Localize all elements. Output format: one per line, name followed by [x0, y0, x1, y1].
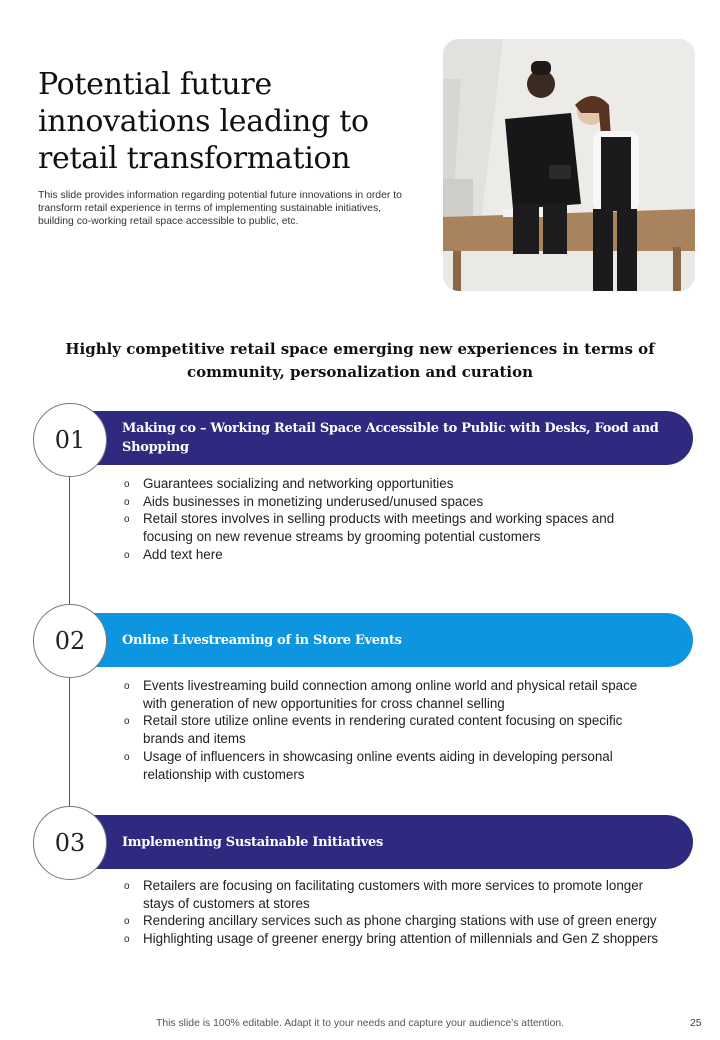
list-item: o Retailers are focusing on facilitating customers with more services to promote longer stays of customers at stores [124, 877, 664, 912]
step-1-bullet-list [124, 475, 664, 564]
page-title: Potential future innovations leading to retail transformation [38, 67, 369, 176]
footer-note: This slide is 100% editable. Adapt it to your needs and capture your audience's attention. [155, 1018, 565, 1029]
step-1-number: 01 [54, 426, 86, 454]
office-photo [443, 39, 695, 291]
step-3-title: Implementing Sustainable Initiatives [122, 834, 383, 850]
list-item: o Guarantees socializing and networking opportunities [124, 475, 664, 493]
list-item: o Highlighting usage of greener energy bring attention of millennials and Gen Z shoppers [124, 930, 664, 948]
list-item: o Rendering ancillary services such as phone charging stations with use of green energy [124, 912, 664, 930]
step-2-title: Online Livestreaming of in Store Events [122, 632, 402, 648]
step-3-bullet-list [124, 877, 664, 948]
page-number: 25 [690, 1018, 702, 1029]
step-2-number-circle [33, 604, 107, 678]
list-item: o Add text here [124, 546, 664, 564]
list-item: o Retail store utilize online events in rendering curated content focusing on specific brands and items [124, 712, 664, 747]
list-item: o Usage of influencers in showcasing online events aiding in developing personal relationship with customers [124, 748, 664, 783]
list-item: o Events livestreaming build connection among online world and physical retail space with generation of new opportunities for cross channel selling [124, 677, 664, 712]
step-3-number-circle [33, 806, 107, 880]
step-1-header-bar [72, 411, 693, 465]
step-3-number: 03 [54, 829, 86, 857]
step-1-title: Making co – Working Retail Space Accessible to Public with Desks, Food and Shopping [122, 421, 659, 455]
page-description: This slide provides information regarding potential future innovations in order to transform retail experience in terms of implementing sustainable initiatives, building co-working retail space accessible to public, etc. [38, 190, 402, 227]
step-3-header-bar [72, 815, 693, 869]
step-2-header-bar [72, 613, 693, 667]
section-heading: Highly competitive retail space emerging new experiences in terms of community, personalization and curation [65, 340, 655, 381]
list-item: o Retail stores involves in selling products with meetings and working spaces and focusing on new revenue streams by grooming potential customers [124, 510, 664, 545]
two-people-at-desk-image [443, 39, 695, 291]
step-2-bullet-list [124, 677, 664, 783]
step-1-number-circle [33, 403, 107, 477]
step-2-number: 02 [54, 627, 86, 655]
list-item: o Aids businesses in monetizing underused/unused spaces [124, 493, 664, 511]
